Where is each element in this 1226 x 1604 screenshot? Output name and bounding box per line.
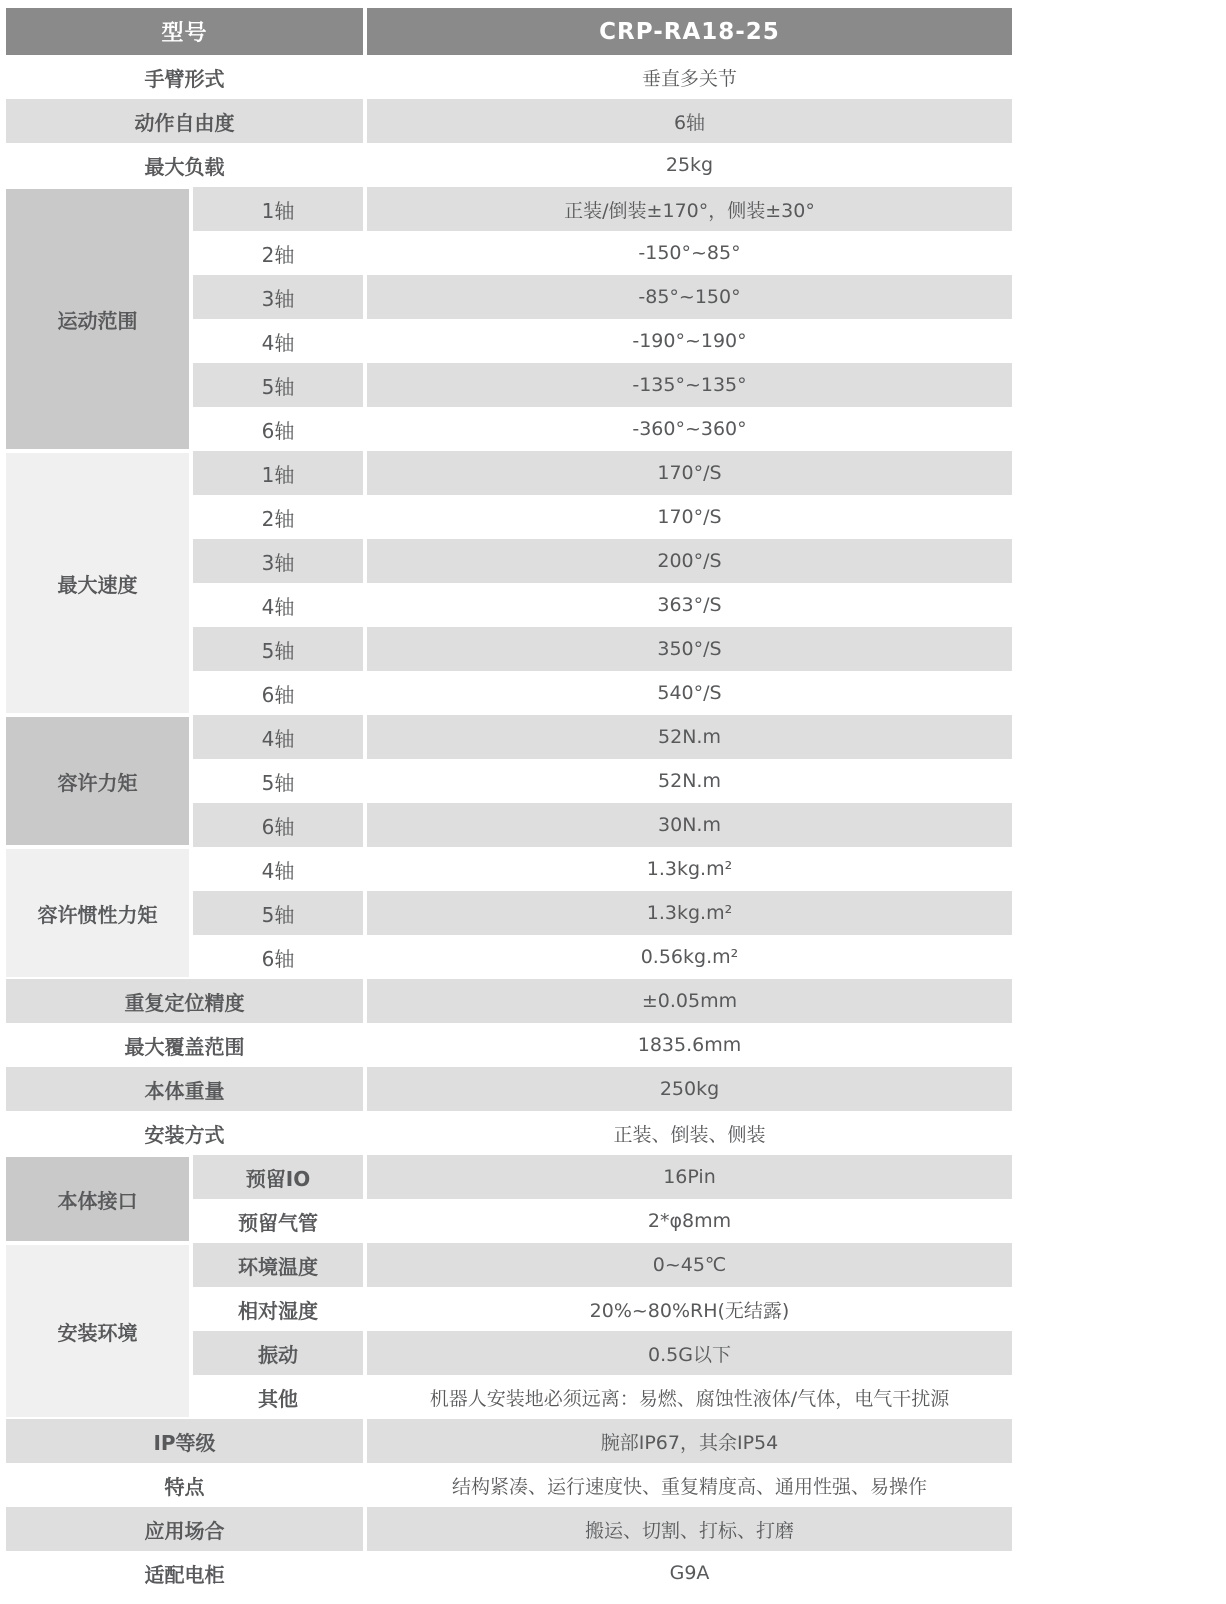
row-value-cell: -190°~190° <box>367 319 1012 363</box>
spec-row <box>193 935 1012 979</box>
sub-label-cell: 4轴 <box>193 847 363 891</box>
row-value-cell: 52N.m <box>367 715 1012 759</box>
spec-row <box>193 495 1012 539</box>
spec-row <box>6 1463 1012 1507</box>
row-value-cell: 170°/S <box>367 495 1012 539</box>
row-value-cell: 垂直多关节 <box>367 55 1012 99</box>
row-value-cell: 正装、倒装、侧装 <box>367 1111 1012 1155</box>
spec-row <box>193 231 1012 275</box>
row-value-cell: 0.5G以下 <box>367 1331 1012 1375</box>
spec-row <box>193 1375 1012 1419</box>
spec-row <box>193 583 1012 627</box>
spec-row <box>6 979 1012 1023</box>
row-value-cell: 30N.m <box>367 803 1012 847</box>
row-value-cell: ±0.05mm <box>367 979 1012 1023</box>
row-value-cell: -85°~150° <box>367 275 1012 319</box>
sub-label-cell: 3轴 <box>193 275 363 319</box>
spec-section <box>6 847 1012 979</box>
table-body <box>6 55 1012 1595</box>
spec-row <box>193 275 1012 319</box>
spec-row <box>6 99 1012 143</box>
sub-label-cell: 预留IO <box>193 1155 363 1199</box>
sub-label-cell: 其他 <box>193 1375 363 1419</box>
sub-label-cell: 5轴 <box>193 891 363 935</box>
row-label-cell: 手臂形式 <box>6 55 363 99</box>
row-value-cell: 机器人安装地必须远离：易燃、腐蚀性液体/气体，电气干扰源 <box>367 1375 1012 1419</box>
spec-row <box>6 1551 1012 1595</box>
spec-row <box>6 1023 1012 1067</box>
row-value-cell: 350°/S <box>367 627 1012 671</box>
row-value-cell: 2*φ8mm <box>367 1199 1012 1243</box>
spec-row <box>6 55 1012 99</box>
row-value-cell: 25kg <box>367 143 1012 187</box>
spec-row <box>6 1067 1012 1111</box>
spec-row <box>193 627 1012 671</box>
row-value-cell: 363°/S <box>367 583 1012 627</box>
spec-row <box>193 847 1012 891</box>
spec-section <box>6 451 1012 715</box>
row-label-cell: IP等级 <box>6 1419 363 1463</box>
sub-label-cell: 2轴 <box>193 495 363 539</box>
sub-label-cell: 5轴 <box>193 759 363 803</box>
row-label-cell: 特点 <box>6 1463 363 1507</box>
spec-row <box>193 671 1012 715</box>
group-label-cell: 本体接口 <box>6 1157 189 1241</box>
row-label-cell: 安装方式 <box>6 1111 363 1155</box>
sub-label-cell: 1轴 <box>193 451 363 495</box>
spec-row <box>193 1199 1012 1243</box>
row-value-cell: 腕部IP67，其余IP54 <box>367 1419 1012 1463</box>
sub-label-cell: 6轴 <box>193 407 363 451</box>
spec-row <box>193 407 1012 451</box>
sub-label-cell: 4轴 <box>193 715 363 759</box>
sub-label-cell: 振动 <box>193 1331 363 1375</box>
sub-label-cell: 5轴 <box>193 363 363 407</box>
header-row <box>6 8 1012 55</box>
row-value-cell: 正装/倒装±170°，侧装±30° <box>367 187 1012 231</box>
row-value-cell: 0.56kg.m² <box>367 935 1012 979</box>
spec-row <box>193 451 1012 495</box>
row-value-cell: 1.3kg.m² <box>367 891 1012 935</box>
row-value-cell: 搬运、切割、打标、打磨 <box>367 1507 1012 1551</box>
row-label-cell: 重复定位精度 <box>6 979 363 1023</box>
group-label-cell: 容许力矩 <box>6 717 189 845</box>
group-rows <box>193 1155 1012 1243</box>
row-label-cell: 最大负载 <box>6 143 363 187</box>
model-header-label: 型号 <box>6 8 363 55</box>
spec-row <box>6 143 1012 187</box>
row-value-cell: -360°~360° <box>367 407 1012 451</box>
spec-row <box>193 1287 1012 1331</box>
row-value-cell: 0~45℃ <box>367 1243 1012 1287</box>
spec-row <box>193 759 1012 803</box>
group-label-cell: 容许惯性力矩 <box>6 849 189 977</box>
row-label-cell: 本体重量 <box>6 1067 363 1111</box>
row-value-cell: 6轴 <box>367 99 1012 143</box>
row-value-cell: 170°/S <box>367 451 1012 495</box>
spec-row <box>6 1419 1012 1463</box>
spec-row <box>193 803 1012 847</box>
spec-row <box>193 363 1012 407</box>
sub-label-cell: 6轴 <box>193 803 363 847</box>
sub-label-cell: 预留气管 <box>193 1199 363 1243</box>
row-value-cell: 540°/S <box>367 671 1012 715</box>
sub-label-cell: 相对湿度 <box>193 1287 363 1331</box>
spec-section <box>6 715 1012 847</box>
spec-row <box>193 1331 1012 1375</box>
group-rows <box>193 715 1012 847</box>
model-header-value: CRP-RA18-25 <box>367 8 1012 55</box>
sub-label-cell: 4轴 <box>193 319 363 363</box>
row-value-cell: -150°~85° <box>367 231 1012 275</box>
spec-row <box>6 1111 1012 1155</box>
row-value-cell: 20%~80%RH(无结露) <box>367 1287 1012 1331</box>
row-label-cell: 应用场合 <box>6 1507 363 1551</box>
group-rows <box>193 1243 1012 1419</box>
spec-row <box>193 187 1012 231</box>
spec-row <box>193 891 1012 935</box>
spec-section <box>6 1155 1012 1243</box>
row-value-cell: 1835.6mm <box>367 1023 1012 1067</box>
row-value-cell: 16Pin <box>367 1155 1012 1199</box>
row-value-cell: 200°/S <box>367 539 1012 583</box>
row-label-cell: 适配电柜 <box>6 1551 363 1595</box>
row-label-cell: 动作自由度 <box>6 99 363 143</box>
sub-label-cell: 环境温度 <box>193 1243 363 1287</box>
row-value-cell: 结构紧凑、运行速度快、重复精度高、通用性强、易操作 <box>367 1463 1012 1507</box>
sub-label-cell: 2轴 <box>193 231 363 275</box>
row-label-cell: 最大覆盖范围 <box>6 1023 363 1067</box>
robot-spec-table <box>6 8 1012 1595</box>
sub-label-cell: 6轴 <box>193 671 363 715</box>
sub-label-cell: 5轴 <box>193 627 363 671</box>
row-value-cell: 250kg <box>367 1067 1012 1111</box>
spec-row <box>193 539 1012 583</box>
sub-label-cell: 1轴 <box>193 187 363 231</box>
sub-label-cell: 4轴 <box>193 583 363 627</box>
sub-label-cell: 6轴 <box>193 935 363 979</box>
group-label-cell: 运动范围 <box>6 189 189 449</box>
group-label-cell: 安装环境 <box>6 1245 189 1417</box>
group-label-cell: 最大速度 <box>6 453 189 713</box>
row-value-cell: 52N.m <box>367 759 1012 803</box>
spec-row <box>193 319 1012 363</box>
spec-row <box>193 715 1012 759</box>
group-rows <box>193 187 1012 451</box>
sub-label-cell: 3轴 <box>193 539 363 583</box>
row-value-cell: 1.3kg.m² <box>367 847 1012 891</box>
row-value-cell: -135°~135° <box>367 363 1012 407</box>
group-rows <box>193 451 1012 715</box>
spec-row <box>193 1155 1012 1199</box>
spec-row <box>6 1507 1012 1551</box>
group-rows <box>193 847 1012 979</box>
row-value-cell: G9A <box>367 1551 1012 1595</box>
spec-section <box>6 1243 1012 1419</box>
spec-section <box>6 187 1012 451</box>
spec-row <box>193 1243 1012 1287</box>
